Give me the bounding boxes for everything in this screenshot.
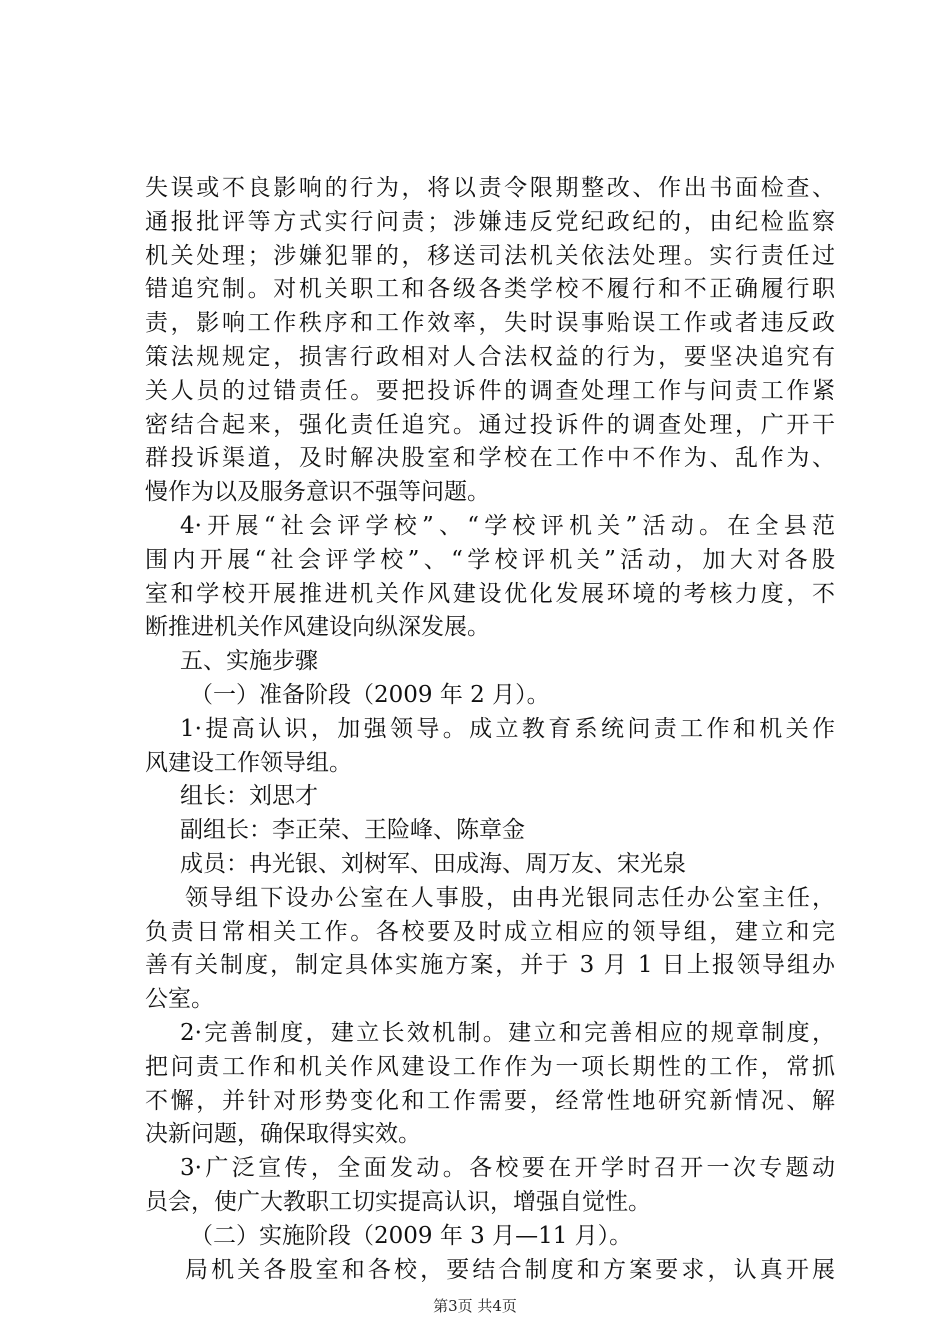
- text-line: 3·广泛宣传，全面发动。各校要在开学时召开一次专题动: [180, 1155, 835, 1182]
- text-line: 策法规规定，损害行政相对人合法权益的行为，要坚决追究有: [145, 343, 835, 370]
- text-line: 副组长：李正荣、王险峰、陈章金: [180, 817, 525, 844]
- section-heading: 五、实施步骤: [180, 648, 318, 675]
- text-line: 密结合起来，强化责任追究。通过投诉件的调查处理，广开干: [145, 411, 835, 438]
- text-line: 关人员的过错责任。要把投诉件的调查处理工作与问责工作紧: [145, 377, 835, 404]
- subsection-heading: （一）准备阶段（2009 年 2 月）。: [190, 681, 550, 708]
- text-line: 2·完善制度，建立长效机制。建立和完善相应的规章制度，: [180, 1019, 835, 1046]
- text-line: 善有关制度，制定具体实施方案，并于 3 月 1 日上报领导组办: [145, 952, 835, 979]
- text-line: 断推进机关作风建设向纵深发展。: [145, 614, 490, 641]
- text-line: 慢作为以及服务意识不强等问题。: [145, 479, 490, 506]
- text-line: 通报批评等方式实行问责；涉嫌违反党纪政纪的，由纪检监察: [145, 208, 835, 235]
- text-line: 4·开展“社会评学校”、“学校评机关”活动。在全县范: [180, 512, 835, 539]
- document-body: [145, 172, 835, 1287]
- text-line: 室和学校开展推进机关作风建设优化发展环境的考核力度，不: [145, 580, 835, 607]
- text-line: 成员：冉光银、刘树军、田成海、周万友、宋光泉: [180, 850, 686, 877]
- text-line: 责，影响工作秩序和工作效率，失时误事贻误工作或者违反政: [145, 310, 835, 337]
- text-line: 公室。: [145, 986, 214, 1013]
- text-line: 把问责工作和机关作风建设工作作为一项长期性的工作，常抓: [145, 1053, 835, 1080]
- text-line: 负责日常相关工作。各校要及时成立相应的领导组，建立和完: [145, 918, 835, 945]
- text-line: 失误或不良影响的行为，将以责令限期整改、作出书面检查、: [145, 175, 835, 201]
- text-line: 机关处理；涉嫌犯罪的，移送司法机关依法处理。实行责任过: [145, 242, 835, 269]
- text-line: 群投诉渠道，及时解决股室和学校在工作中不作为、乱作为、: [145, 445, 835, 472]
- subsection-heading: （二）实施阶段（2009 年 3 月—11 月）。: [190, 1222, 633, 1249]
- page-footer: 第3页 共4页: [433, 1297, 517, 1315]
- text-line: 决新问题，确保取得实效。: [145, 1121, 421, 1148]
- text-line: 风建设工作领导组。: [145, 749, 352, 776]
- text-line: 围内开展“社会评学校”、“学校评机关”活动，加大对各股: [145, 546, 835, 573]
- text-line: 不懈，并针对形势变化和工作需要，经常性地研究新情况、解: [145, 1087, 835, 1114]
- text-line: 错追究制。对机关职工和各级各类学校不履行和不正确履行职: [145, 276, 835, 303]
- text-line: 1·提高认识，加强领导。成立教育系统问责工作和机关作: [180, 715, 835, 742]
- text-line: 领导组下设办公室在人事股，由冉光银同志任办公室主任，: [185, 884, 835, 911]
- text-line: 局机关各股室和各校，要结合制度和方案要求，认真开展: [185, 1256, 835, 1283]
- text-line: 组长：刘思才: [180, 783, 318, 810]
- text-line: 员会，使广大教职工切实提高认识，增强自觉性。: [145, 1188, 651, 1215]
